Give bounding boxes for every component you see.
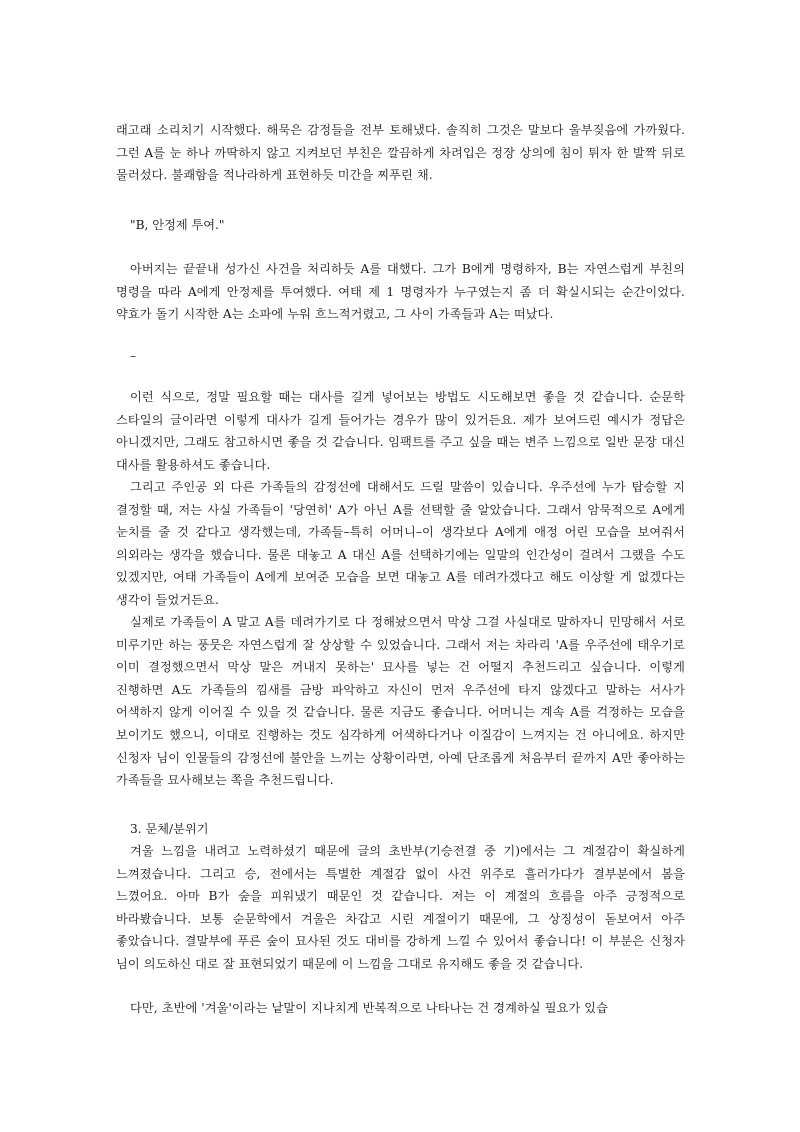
dialogue-quote: "B, 안정제 투여." (130, 218, 225, 232)
paragraph-6: 겨울 느낌을 내려고 노력하셨기 때문에 글의 초반부(기승전결 중 기)에서는 그 계절감이 확실하게 느껴졌습니다. 그리고 승, 전에서는 특별한 계절감 없이 사건 위주로 흘러가다가 결부분에서 봄을 느꼈어요. 아마 B가 숲을 피워냈기 때문인 것 같습니다. 저는 이 계절의 흐름을 아주 긍정적으로 바라봤습니다. 보통 순문학에서 겨울은 차갑고 시린 계절이기 때문에, 그 상징성이 돋보여서 아주 좋았습니다. 결말부에 푸른 숲이 묘사된 것도 대비를 강하게 느낄 수 있어서 좋습니다! 이 부분은 신청자 님이 의도하신 대로 잘 표현되었기 때문에 이 느낌을 그대로 유지해도 좋을 것 같습니다. (116, 844, 685, 971)
paragraph-7: 다만, 초반에 '겨울'이라는 낱말이 지나치게 반복적으로 나타나는 건 경계하실 필요가 있습 (130, 1001, 609, 1015)
section-dash: – (130, 349, 137, 363)
paragraph-5: 실제로 가족들이 A 말고 A를 데려가기로 다 정해놨으면서 막상 그걸 사실대로 말하자니 민망해서 서로 미루기만 하는 풍뭇은 자연스럽게 잘 상상할 수 있었습니다. 그래서 저는 차라리 'A를 우주선에 태우기로 이미 결정했으면서 막상 말은 꺼내지 못하는' 묘사를 넣는 건 어떨지 추천드리고 싶습니다. 이렇게 진행하면 A도 가족들의 낌새를 금방 파악하고 자신이 먼저 우주선에 타지 않겠다고 말하는 서사가 어색하지 않게 이어질 수 있을 것 같습니다. 물론 지금도 좋습니다. 어머니는 계속 A를 걱정하는 모습을 보이기도 했으니, 이대로 진행하는 것도 심각하게 어색하다거나 이질감이 느껴지는 건 아니에요. 하지만 신청자 님이 인물들의 감정선에 불안을 느끼는 상황이라면, 아예 단조롭게 처음부터 끝까지 A만 좋아하는 가족들을 묘사해보는 쪽을 추천드립니다. (116, 615, 685, 788)
paragraph-3: 이런 식으로, 정말 필요할 때는 대사를 길게 넣어보는 방법도 시도해보면 좋을 것 같습니다. 순문학 스타일의 글이라면 이렇게 대사가 길게 들어가는 경우가 많이 있거든요. 제가 보여드린 예시가 정답은 아니겠지만, 그래도 참고하시면 좋을 것 같습니다. 임팩트를 주고 싶을 때는 변주 느낌으로 일반 문장 대신 대사를 활용하셔도 좋습니다. (116, 390, 685, 472)
section-heading-3: 3. 문체/분위기 (130, 822, 209, 836)
paragraph-2: 아버지는 끝끝내 성가신 사건을 처리하듯 A를 대했다. 그가 B에게 명령하자, B는 자연스럽게 부친의 명령을 따라 A에게 안정제를 투여했다. 여태 제 1 명령자가 누구였는지 좀 더 확실시되는 순간이었다. 약효가 돌기 시작한 A는 소파에 누워 흐느적거렸고, 그 사이 가족들과 A는 떠났다. (116, 262, 685, 322)
paragraph-1: 래고래 소리치기 시작했다. 해묵은 감정들을 전부 토해냈다. 솔직히 그것은 말보다 울부짖음에 가까웠다. 그런 A를 눈 하나 까딱하지 않고 지켜보던 부친은 깔끔하게 차려입은 정장 상의에 침이 튀자 한 발짝 뒤로 물러섰다. 불쾌함을 적나라하게 표현하듯 미간을 찌푸린 채. (116, 123, 685, 183)
paragraph-4: 그리고 주인공 외 다른 가족들의 감정선에 대해서도 드릴 말씀이 있습니다. 우주선에 누가 탑승할 지 결정할 때, 저는 사실 가족들이 '당연히' A가 아닌 A를 선택할 줄 알았습니다. 그래서 암묵적으로 A에게 눈치를 줄 것 같다고 생각했는데, 가족들–특히 어머니–이 생각보다 A에게 애정 어린 모습을 보여줘서 의외라는 생각을 했습니다. 물론 대놓고 A 대신 A를 선택하기에는 일말의 인간성이 걸려서 그랬을 수도 있겠지만, 여태 가족들이 A에게 보여준 모습을 보면 대놓고 A를 데려가겠다고 해도 이상할 게 없겠다는 생각이 들었거든요. (116, 480, 685, 607)
